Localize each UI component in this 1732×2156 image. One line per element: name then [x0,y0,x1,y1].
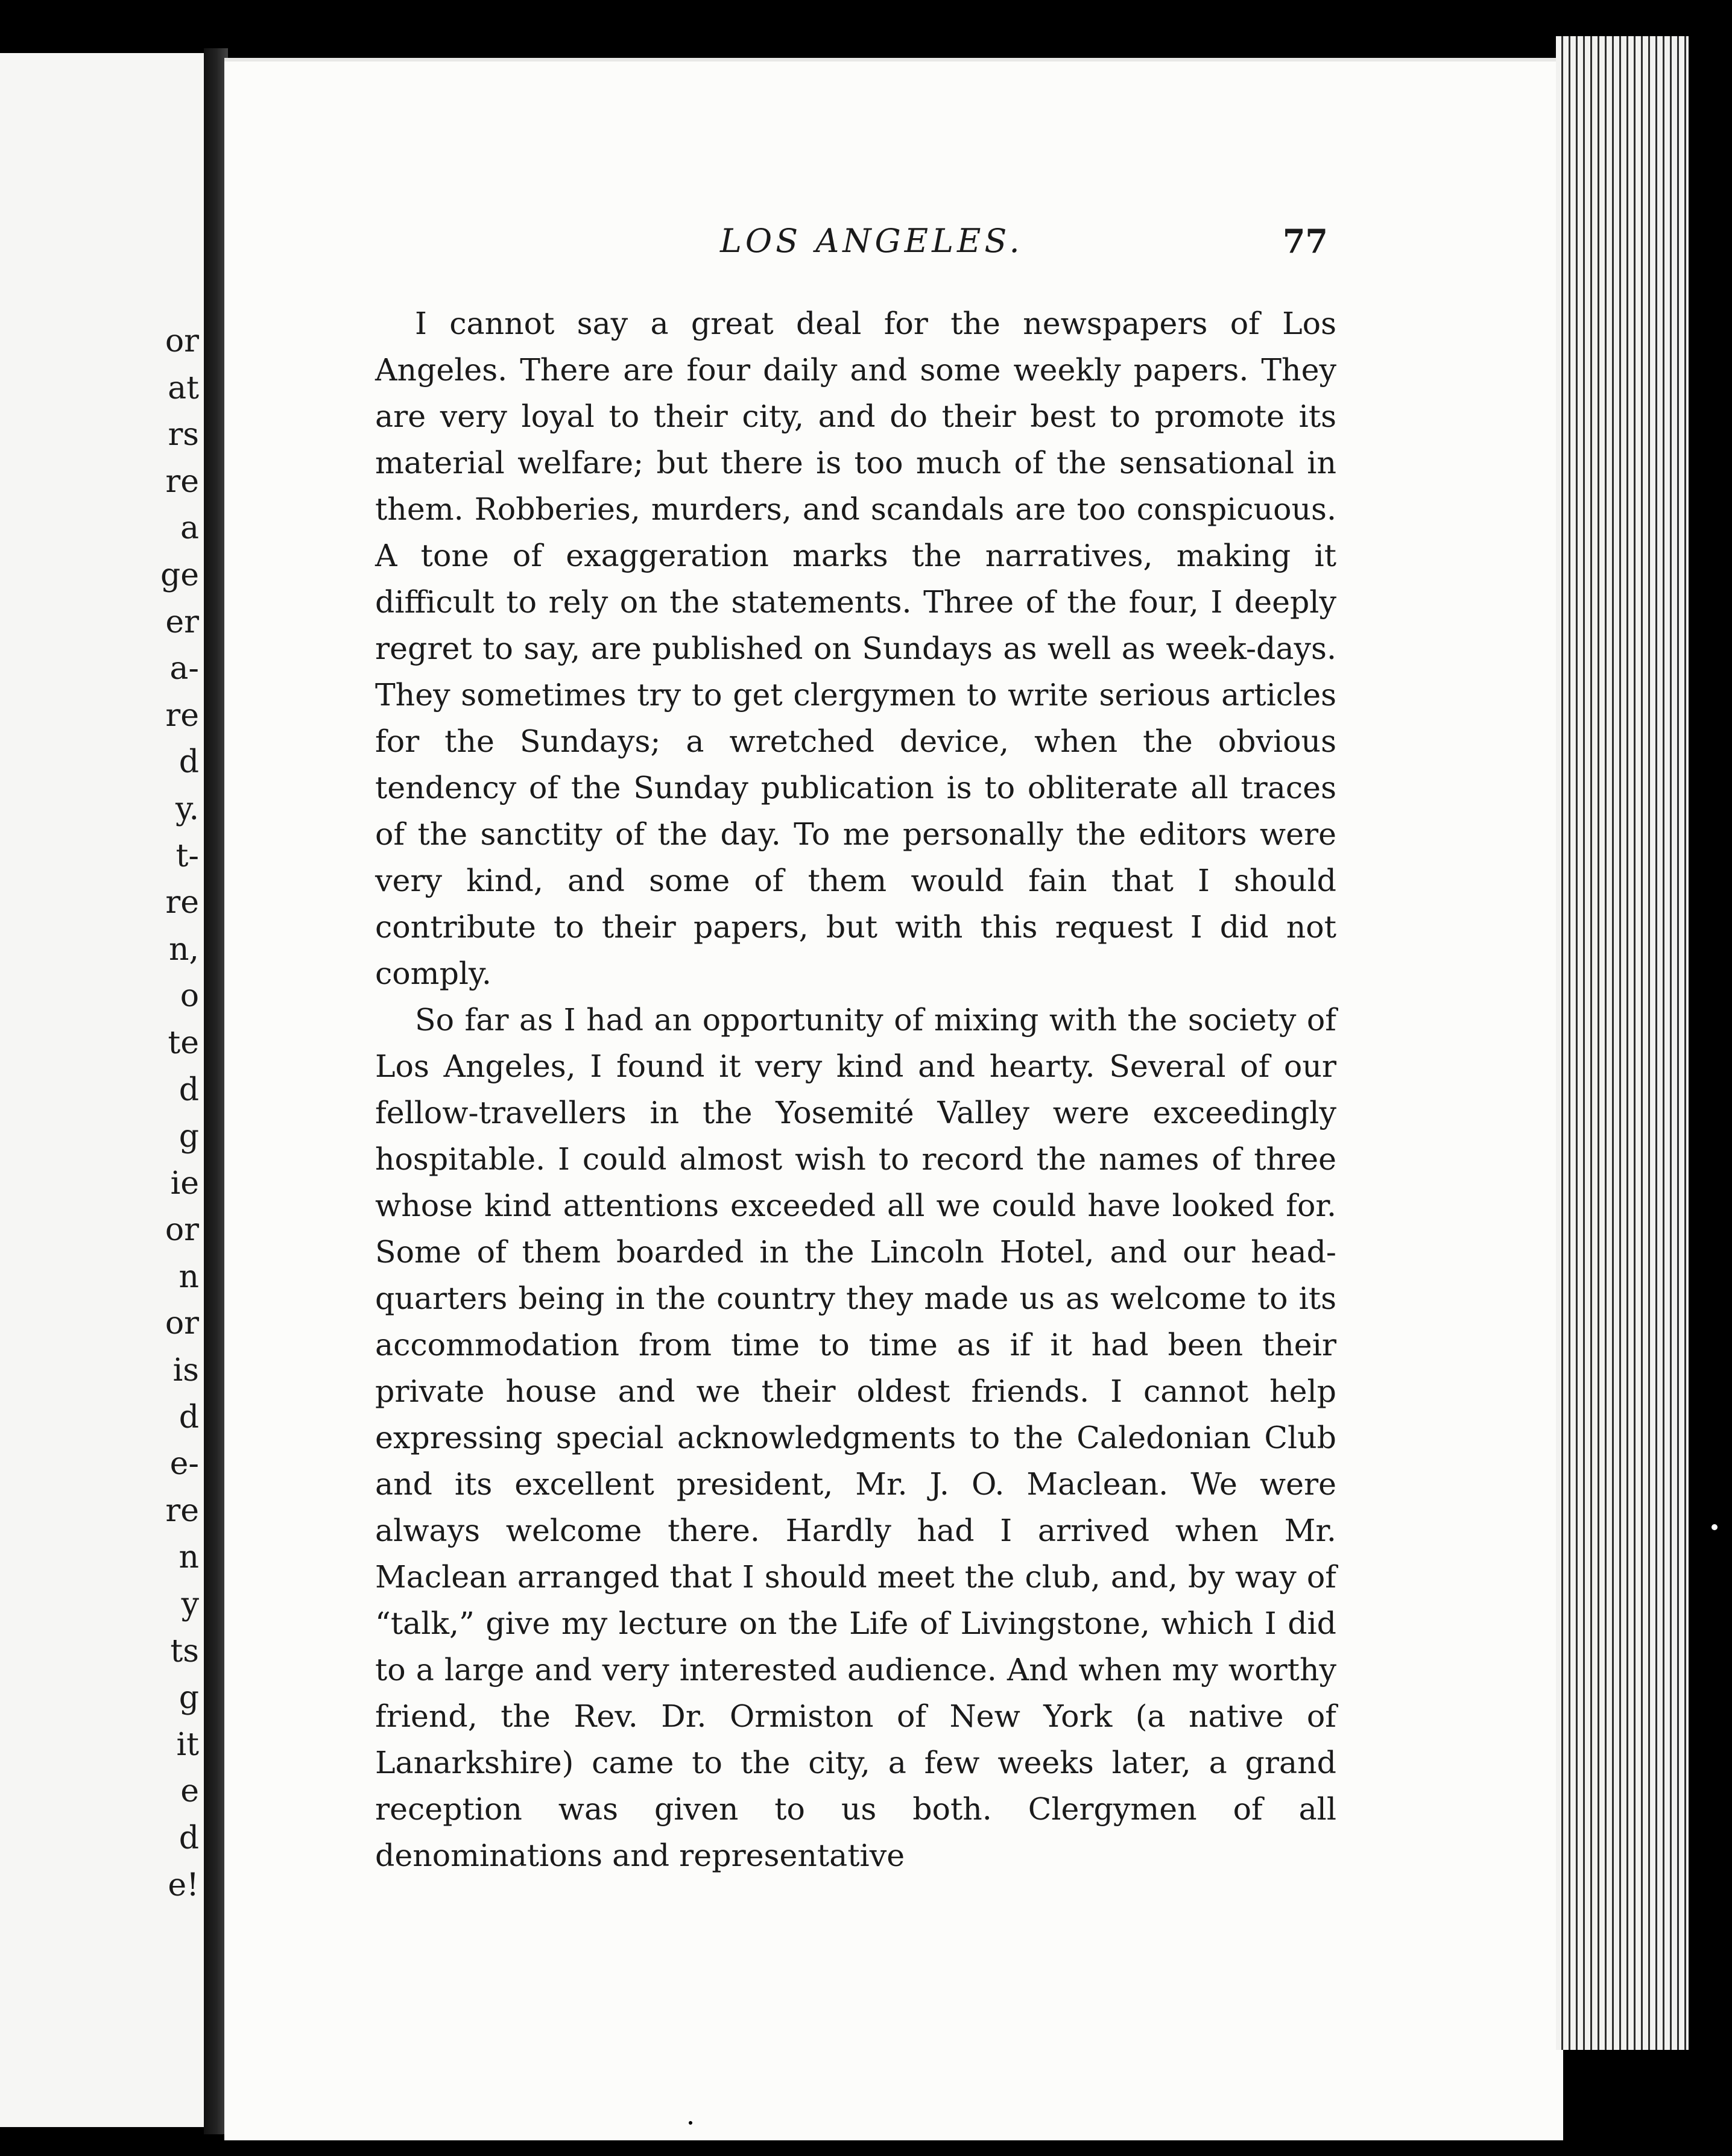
left-page-fragment: er [165,604,199,640]
scan-speck [1711,1524,1718,1530]
left-page-fragment: a [180,510,199,547]
left-page-fragment: e [180,1773,199,1810]
left-page-fragment: g [179,1680,199,1716]
left-page-fragment: n [179,1539,199,1576]
left-page-fragment: rs [168,417,199,453]
left-page-fragment: ie [170,1165,199,1202]
left-page-fragment: at [168,370,199,406]
running-title: LOS ANGELES. [720,222,1023,260]
left-page-fragment: a- [169,651,199,687]
left-page-fragment: g [179,1118,199,1155]
page-edges [1556,36,1695,2050]
left-page-fragment: e! [168,1867,199,1903]
left-page-fragment: y [181,1586,199,1623]
scan-speck [1359,5,1368,10]
page-number: 77 [1282,222,1328,260]
scan-speck [689,2121,692,2125]
left-page-fragment: e- [169,1446,199,1483]
left-page-fragment: y. [175,790,199,827]
left-page-fragment: re [165,1492,199,1529]
left-page-fragment: ts [170,1633,199,1669]
left-page [0,53,205,2127]
left-page-fragment: or [165,1305,199,1342]
left-page-fragment: n [179,1258,199,1295]
paragraph: I cannot say a great deal for the newspapers of Los Angeles. There are four daily and some weekly papers. They are very loyal to their city, and do their best to promote its material welfare; but there is too much of the sensational in them. Robberies, murders, and scandals are too conspicuous. A tone of exaggeration marks the narratives, making it difficult to rely on the statements. Three of the four, I deeply regret to say, are published on Sundays as well as week-days. They sometimes try to get clergymen to write serious articles for the Sundays; a wretched device, when the obvious tendency of the Sunday publication is to obliterate all traces of the sanctity of the day. To me personally the editors were very kind, and some of them would fain that I should contribute to their papers, but with this request I did not comply. [375,306,1336,991]
left-page-line-endings [157,318,199,1909]
left-page-fragment: ge [160,556,199,593]
left-page-fragment: o [180,978,199,1015]
running-header [378,222,1330,270]
left-page-fragment: te [168,1024,199,1061]
left-page-fragment: d [179,1071,199,1108]
left-page-fragment: or [165,1212,199,1249]
edge-shadow [1689,36,1732,2050]
left-page-fragment: is [172,1352,199,1389]
left-page-fragment: d [179,744,199,781]
left-page-fragment: re [165,697,199,734]
left-page-fragment: re [165,463,199,500]
left-page-fragment: it [176,1726,199,1763]
left-page-fragment: or [165,323,199,359]
left-page-fragment: d [179,1820,199,1856]
body-text [375,300,1336,1879]
left-page-fragment: re [165,884,199,921]
left-page-fragment: t- [175,837,199,874]
left-page-fragment: d [179,1399,199,1436]
paragraph: So far as I had an opportunity of mixing with the society of Los Angeles, I found it very kind and hearty. Several of our fellow-travellers in the Yosemité Valley were exceedingly hospitable. I could almost wish to record the names of three whose kind attentions exceeded all we could have looked for. Some of them boarded in the Lincoln Hotel, and our head-quarters being in the country they made us as welcome to its accommodation from time to time as if it had been their private house and we their oldest friends. I cannot help expressing special acknowledgments to the Caledonian Club and its excellent president, Mr. J. O. Maclean. We were always welcome there. Hardly had I arrived when Mr. Maclean arranged that I should meet the club, and, by way of “talk,” give my lecture on the Life of Livingstone, which I did to a large and very interested audience. And when my worthy friend, the Rev. Dr. Ormiston of New York (a native of Lanarkshire) came to the city, a few weeks later, a grand reception was given to us both. Clergymen of all denominations and representative [375,1002,1336,1873]
left-page-fragment: n, [168,931,199,968]
scan-speck [398,2146,402,2150]
